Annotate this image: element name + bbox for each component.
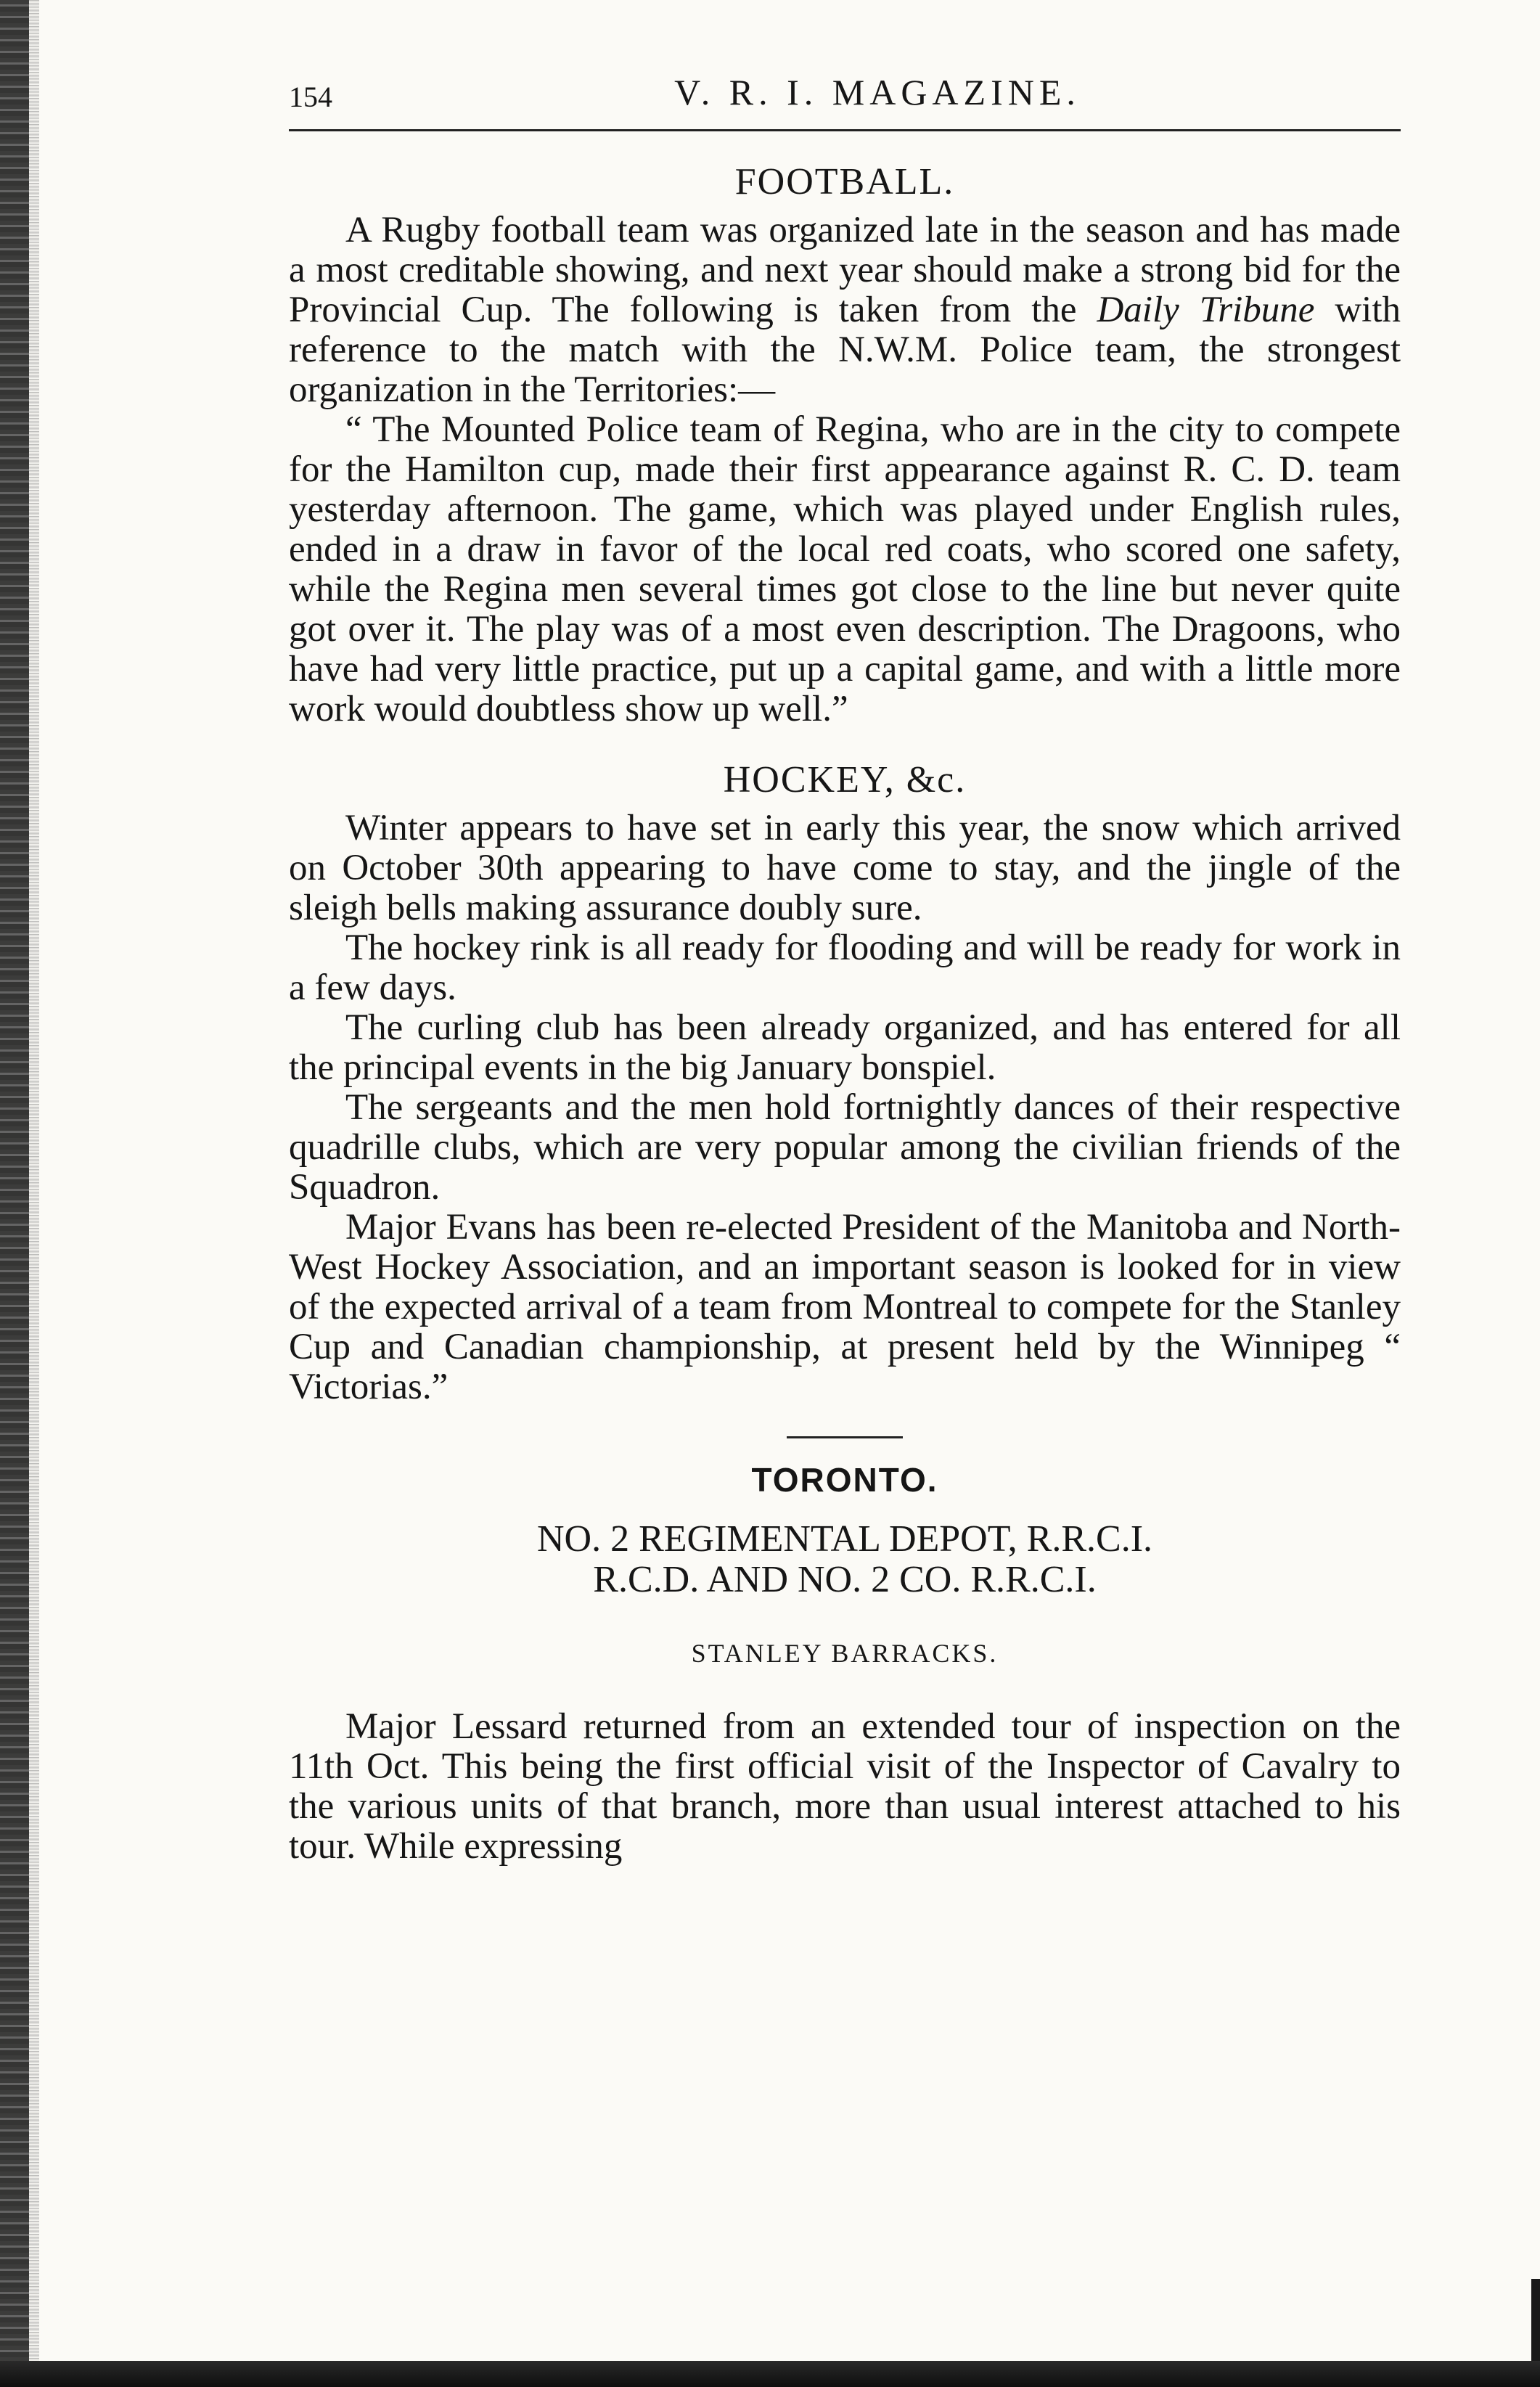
- hockey-paragraph-3: The curling club has been already organized, and has entered for all the principal events in the big January bonspiel.: [289, 1007, 1401, 1088]
- scan-bottom-border: [0, 2361, 1540, 2387]
- unit-heading-line-2: R.C.D. AND NO. 2 CO. R.R.C.I.: [593, 1559, 1097, 1600]
- hockey-paragraph-4: The sergeants and the men hold fortnightly dances of their respective quadrille clubs, which are very popular among the civilian friends of the Squadron.: [289, 1087, 1401, 1208]
- hockey-heading: HOCKEY, &c.: [723, 759, 967, 801]
- header-rule: [289, 129, 1401, 131]
- section-divider: [787, 1436, 903, 1438]
- hockey-paragraph-1: Winter appears to have set in early this year, the snow which arrived on October 30th appearing to have come to stay, and the jingle of the sleigh bells making assurance doubly sure.: [289, 808, 1401, 928]
- unit-heading-line-1: NO. 2 REGIMENTAL DEPOT, R.R.C.I.: [536, 1518, 1153, 1560]
- football-p1-text: A Rugby football team was organized late in the season and has made a most creditable showing, and next year should make a strong bid for the Provincial Cup. The following is taken from the: [289, 210, 1401, 330]
- toronto-paragraph-1: Major Lessard returned from an extended tour of inspection on the 11th Oct. This being the first official visit of the Inspector of Cavalry to the various units of that branch, more than usual interest attached to his tour. While expressing: [289, 1706, 1401, 1867]
- book-spine-shadow: [0, 0, 29, 2387]
- toronto-heading: TORONTO.: [751, 1461, 938, 1499]
- barracks-heading: STANLEY BARRACKS.: [691, 1639, 999, 1668]
- page-content: [289, 73, 1401, 1867]
- football-paragraph-1: [289, 210, 1401, 410]
- running-head: [289, 73, 1401, 125]
- page-edge-shadow: [29, 0, 39, 2387]
- hockey-paragraph-5: Major Evans has been re-elected President of the Manitoba and North-West Hockey Association, and an important season is looked for in view of the expected arrival of a team from Montreal to compete for the Stanley Cup and Canadian championship, at present held by the Winnipeg “ Victorias.”: [289, 1207, 1401, 1407]
- page-number: 154: [289, 81, 332, 113]
- football-heading: FOOTBALL.: [734, 161, 955, 202]
- newspaper-title: Daily Tribune: [1097, 290, 1315, 330]
- hockey-paragraph-2: The hockey rink is all ready for flooding and will be ready for work in a few days.: [289, 928, 1401, 1008]
- football-p1-end: with reference to the match with the N.W.M. Police team, the strongest organization in the Territories:—: [289, 290, 1401, 410]
- scan-edge-mark: [1531, 2279, 1540, 2361]
- football-quote-paragraph: “ The Mounted Police team of Regina, who are in the city to compete for the Hamilton cup, made their first appearance against R. C. D. team yesterday afternoon. The game, which was played under English rules, ended in a draw in favor of the local red coats, who scored one safety, while the Regina men several times got close to the line but never quite got over it. The play was of a most even description. The Dragoons, who have had very little practice, put up a capital game, and with a little more work would doubtless show up well.”: [289, 409, 1401, 729]
- magazine-title: V. R. I. MAGAZINE.: [674, 72, 1081, 112]
